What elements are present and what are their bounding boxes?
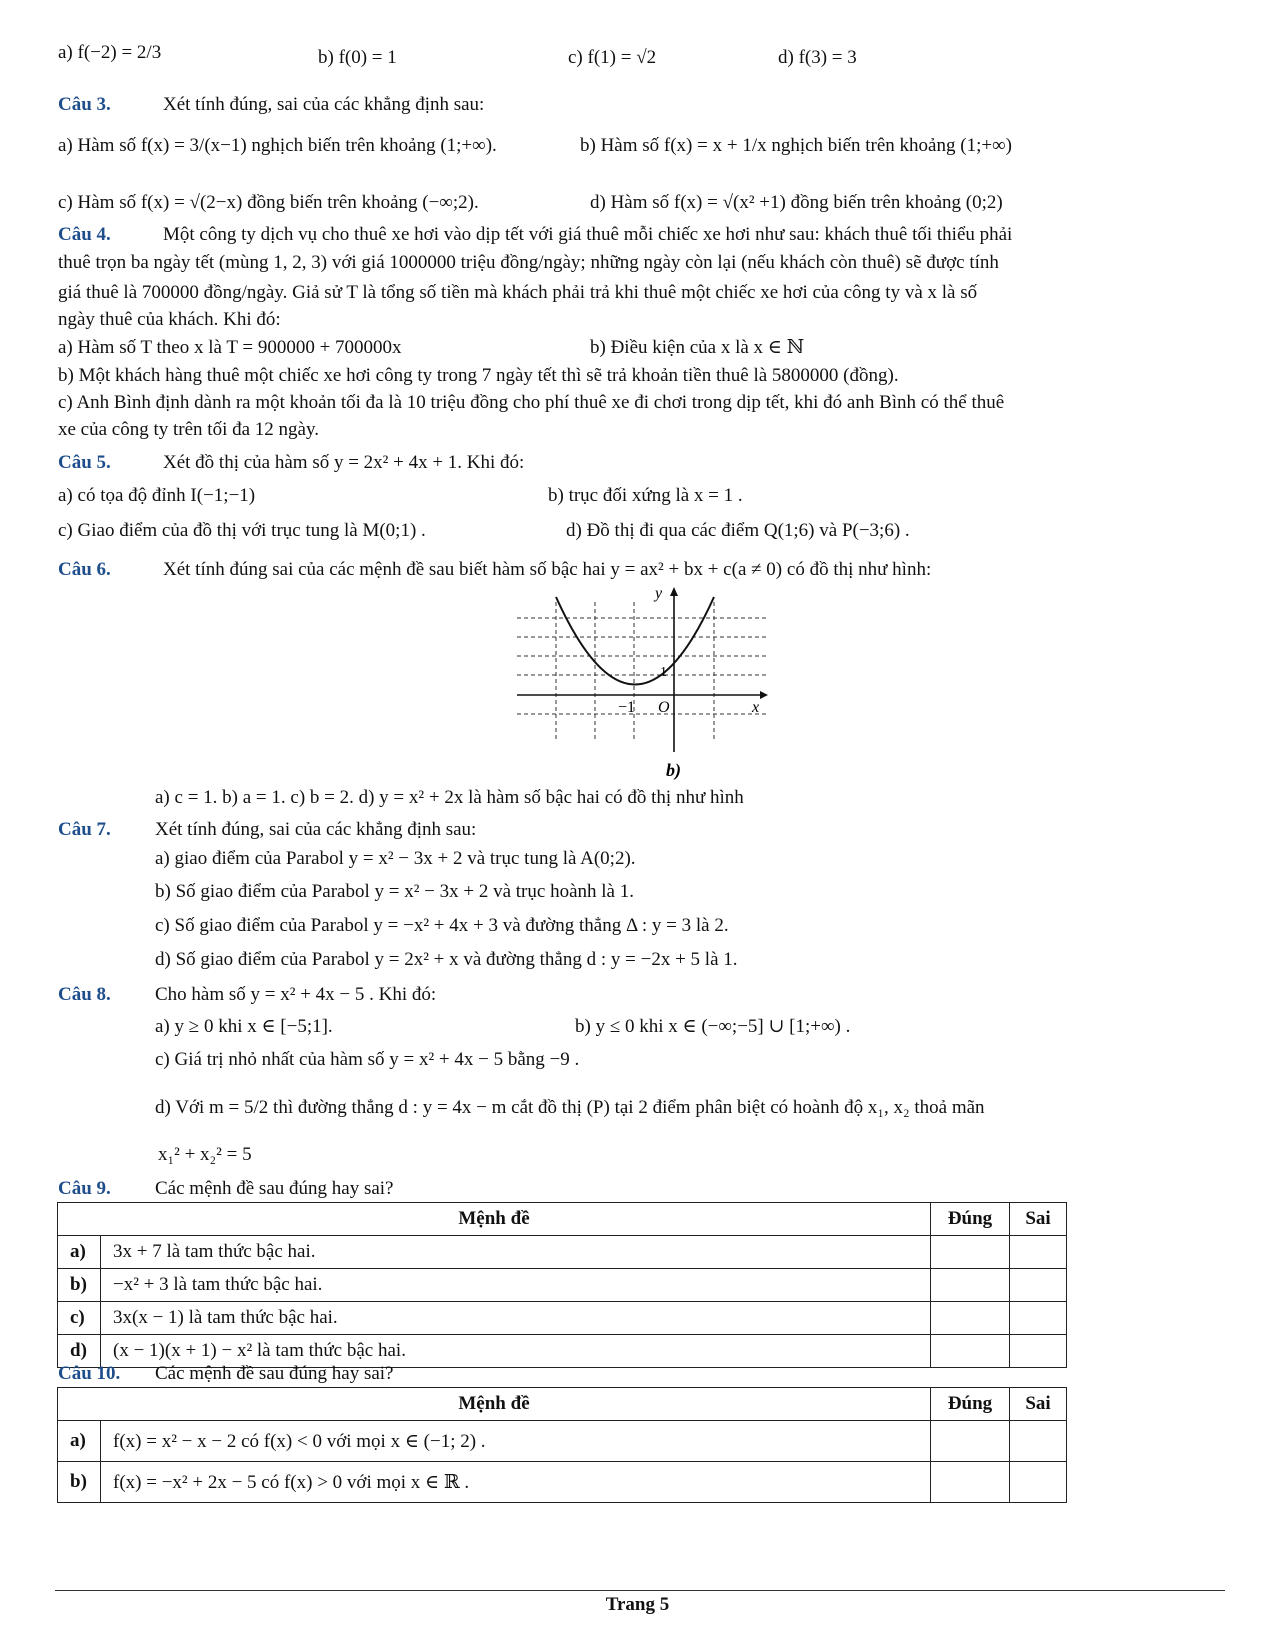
- row-statement: −x² + 3 là tam thức bậc hai.: [101, 1269, 931, 1302]
- question-6-answers: a) c = 1. b) a = 1. c) b = 2. d) y = x² + 2x là hàm số bậc hai có đồ thị như hình: [155, 787, 744, 808]
- row-label: c): [58, 1302, 101, 1335]
- true-cell[interactable]: [931, 1421, 1010, 1462]
- question-4-b-condition: b) Điều kiện của x là x ∈ ℕ: [590, 337, 804, 358]
- question-8-b: b) y ≤ 0 khi x ∈ (−∞;−5] ∪ [1;+∞) .: [575, 1016, 851, 1037]
- question-3-b: b) Hàm số f(x) = x + 1/x nghịch biến trên khoảng (1;+∞): [580, 135, 1012, 156]
- question-3-c: c) Hàm số f(x) = √(2−x) đồng biến trên khoảng (−∞;2).: [58, 192, 479, 213]
- question-text: Xét đồ thị của hàm số y = 2x² + 4x + 1. Khi đó:: [163, 452, 525, 473]
- table-question-9: [57, 1202, 1067, 1368]
- parabola-curve: [556, 597, 714, 685]
- true-cell[interactable]: [931, 1335, 1010, 1368]
- parabola-graph: [512, 582, 774, 782]
- question-8-heading: [58, 982, 436, 1008]
- tick-label-neg1: −1: [618, 699, 636, 716]
- row-label: b): [58, 1269, 101, 1302]
- question-4-heading: [58, 222, 1012, 248]
- row-label: a): [58, 1236, 101, 1269]
- false-cell[interactable]: [1010, 1302, 1067, 1335]
- question-text: Các mệnh đề sau đúng hay sai?: [155, 1363, 394, 1384]
- tick-label-1: 1: [660, 665, 667, 680]
- row-statement: 3x(x − 1) là tam thức bậc hai.: [101, 1302, 931, 1335]
- answer-b: b) f(0) = 1: [318, 47, 397, 68]
- question-5-c: c) Giao điểm của đồ thị với trục tung là M(0;1) .: [58, 520, 426, 541]
- table-row: [58, 1462, 1067, 1503]
- y-axis-label: y: [655, 585, 663, 602]
- table-header-true: Đúng: [931, 1203, 1010, 1236]
- question-3-a: a) Hàm số f(x) = 3/(x−1) nghịch biến trên khoảng (1;+∞).: [58, 135, 497, 156]
- question-7-d: d) Số giao điểm của Parabol y = 2x² + x và đường thẳng d : y = −2x + 5 là 1.: [155, 949, 738, 970]
- row-statement: (x − 1)(x + 1) − x² là tam thức bậc hai.: [101, 1335, 931, 1368]
- question-7-a: a) giao điểm của Parabol y = x² − 3x + 2 và trục tung là A(0;2).: [155, 848, 636, 869]
- answer-a: a) f(−2) = 2/3: [58, 42, 162, 63]
- question-8-d: d) Với m = 5/2 thì đường thẳng d : y = 4x − m cắt đồ thị (P) tại 2 điểm phân biệt có hoành độ x₁, x₂ thoả mãn: [155, 1097, 985, 1118]
- table-row: [58, 1302, 1067, 1335]
- false-cell[interactable]: [1010, 1335, 1067, 1368]
- question-3-heading: [58, 92, 484, 118]
- question-text: Xét tính đúng, sai của các khẳng định sau:: [163, 94, 485, 115]
- question-number: Câu 5.: [58, 452, 111, 473]
- row-label: b): [58, 1462, 101, 1503]
- true-cell[interactable]: [931, 1302, 1010, 1335]
- false-cell[interactable]: [1010, 1421, 1067, 1462]
- table-row: [58, 1269, 1067, 1302]
- question-4-a: a) Hàm số T theo x là T = 900000 + 700000x: [58, 337, 402, 358]
- question-text: Xét tính đúng, sai của các khẳng định sau:: [155, 819, 477, 840]
- table-header-true: Đúng: [931, 1388, 1010, 1421]
- false-cell[interactable]: [1010, 1269, 1067, 1302]
- footer-divider: [55, 1590, 1225, 1591]
- question-8-c: c) Giá trị nhỏ nhất của hàm số y = x² + 4x − 5 bằng −9 .: [155, 1049, 580, 1070]
- question-4-line2: thuê trọn ba ngày tết (mùng 1, 2, 3) với giá 1000000 triệu đồng/ngày; những ngày còn lại (nếu khách còn thuê) sẽ được tính: [58, 252, 999, 273]
- question-4-b: b) Một khách hàng thuê một chiếc xe hơi công ty trong 7 ngày tết thì sẽ trả khoản tiền thuê là 5800000 (đồng).: [58, 365, 899, 386]
- question-3-d: d) Hàm số f(x) = √(x² +1) đồng biến trên khoảng (0;2): [590, 192, 1003, 213]
- answer-d: d) f(3) = 3: [778, 47, 857, 68]
- table-row: [58, 1236, 1067, 1269]
- question-7-heading: [58, 817, 476, 843]
- question-text: Xét tính đúng sai của các mệnh đề sau biết hàm số bậc hai y = ax² + bx + c(a ≠ 0) có đồ thị như hình:: [163, 559, 932, 580]
- question-text: Các mệnh đề sau đúng hay sai?: [155, 1178, 394, 1199]
- true-cell[interactable]: [931, 1462, 1010, 1503]
- table-row: [58, 1421, 1067, 1462]
- question-7-b: b) Số giao điểm của Parabol y = x² − 3x + 2 và trục hoành là 1.: [155, 881, 634, 902]
- graph-caption: b): [666, 760, 681, 780]
- question-text: Cho hàm số y = x² + 4x − 5 . Khi đó:: [155, 984, 437, 1005]
- row-label: d): [58, 1335, 101, 1368]
- question-number: Câu 8.: [58, 984, 111, 1005]
- question-5-heading: [58, 450, 524, 476]
- question-8-d-condition: x₁² + x₂² = 5: [158, 1144, 252, 1165]
- true-cell[interactable]: [931, 1269, 1010, 1302]
- question-number: Câu 6.: [58, 559, 111, 580]
- question-4-c-cont: xe của công ty trên tối đa 12 ngày.: [58, 419, 319, 440]
- question-10-heading: [58, 1361, 393, 1387]
- question-8-a: a) y ≥ 0 khi x ∈ [−5;1].: [155, 1016, 333, 1037]
- row-label: a): [58, 1421, 101, 1462]
- table-header-statement: Mệnh đề: [58, 1203, 931, 1236]
- false-cell[interactable]: [1010, 1236, 1067, 1269]
- question-5-a: a) có tọa độ đỉnh I(−1;−1): [58, 485, 256, 506]
- row-statement: 3x + 7 là tam thức bậc hai.: [101, 1236, 931, 1269]
- question-5-b: b) trục đối xứng là x = 1 .: [548, 485, 743, 506]
- table-header-false: Sai: [1010, 1388, 1067, 1421]
- question-4-c: c) Anh Bình định dành ra một khoản tối đa là 10 triệu đồng cho phí thuê xe đi chơi trong dịp tết, khi đó anh Bình có thể thuê: [58, 392, 1005, 413]
- origin-label: O: [658, 699, 670, 716]
- false-cell[interactable]: [1010, 1462, 1067, 1503]
- question-4-line3: giá thuê là 700000 đồng/ngày. Giả sử T là tổng số tiền mà khách phải trả khi thuê một chiếc xe hơi của công ty và x là số: [58, 282, 978, 303]
- table-header-false: Sai: [1010, 1203, 1067, 1236]
- x-axis-label: x: [752, 699, 760, 716]
- true-cell[interactable]: [931, 1236, 1010, 1269]
- table-header-statement: Mệnh đề: [58, 1388, 931, 1421]
- question-number: Câu 7.: [58, 819, 111, 840]
- question-text: Một công ty dịch vụ cho thuê xe hơi vào dịp tết với giá thuê mỗi chiếc xe hơi như sau: khách thuê tối thiểu phải: [163, 224, 1013, 245]
- question-number: Câu 9.: [58, 1178, 111, 1199]
- question-9-heading: [58, 1176, 393, 1202]
- question-7-c: c) Số giao điểm của Parabol y = −x² + 4x + 3 và đường thẳng Δ : y = 3 là 2.: [155, 915, 729, 936]
- page-number: Trang 5: [605, 1594, 670, 1615]
- row-statement: f(x) = −x² + 2x − 5 có f(x) > 0 với mọi x ∈ ℝ .: [101, 1462, 931, 1503]
- question-5-d: d) Đồ thị đi qua các điểm Q(1;6) và P(−3;6) .: [566, 520, 910, 541]
- question-6-heading: [58, 557, 931, 583]
- question-number: Câu 3.: [58, 94, 111, 115]
- question-number: Câu 10.: [58, 1363, 121, 1384]
- table-question-10: [57, 1387, 1067, 1503]
- question-4-line4: ngày thuê của khách. Khi đó:: [58, 309, 281, 330]
- row-statement: f(x) = x² − x − 2 có f(x) < 0 với mọi x ∈ (−1; 2) .: [101, 1421, 931, 1462]
- question-number: Câu 4.: [58, 224, 111, 245]
- answer-c: c) f(1) = √2: [568, 47, 657, 68]
